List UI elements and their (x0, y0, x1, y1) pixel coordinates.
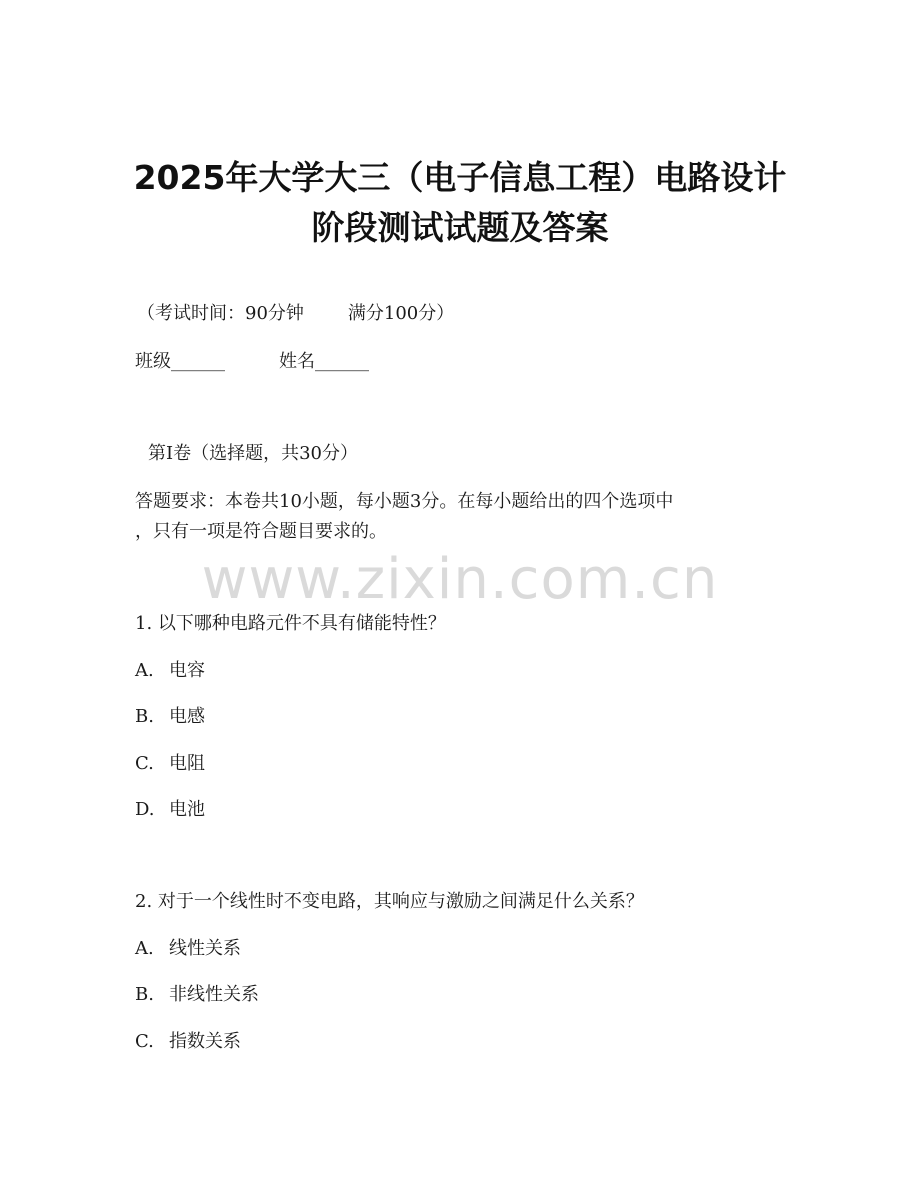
option-letter: C. (135, 753, 154, 774)
question-1-option-a (135, 659, 205, 683)
option-text: 电阻 (169, 753, 205, 774)
option-letter: A. (135, 660, 154, 681)
question-1-stem: 1. 以下哪种电路元件不具有储能特性？ (135, 613, 446, 634)
option-text: 电池 (169, 799, 205, 820)
full-score: 满分100分） (347, 303, 455, 324)
watermark: www.zixin.com.cn (201, 547, 719, 612)
class-field: 班级______ (135, 351, 225, 372)
option-text: 线性关系 (169, 938, 241, 959)
question-2-stem: 2. 对于一个线性时不变电路，其响应与激励之间满足什么关系？ (135, 891, 644, 912)
option-letter: A. (135, 938, 154, 959)
instructions-line1: 答题要求：本卷共10小题，每小题3分。在每小题给出的四个选项中 (135, 491, 674, 512)
option-text: 指数关系 (169, 1031, 241, 1052)
document-title-line1: 2025年大学大三（电子信息工程）电路设计 (133, 158, 787, 197)
question-1-option-c (135, 752, 205, 776)
question-2-option-c (135, 1030, 241, 1054)
option-text: 非线性关系 (169, 984, 259, 1005)
option-letter: B. (135, 984, 154, 1005)
student-info (135, 350, 369, 374)
exam-time: （考试时间：90分钟 (137, 303, 304, 324)
question-1-option-b (135, 705, 205, 729)
option-text: 电容 (169, 660, 205, 681)
option-letter: C. (135, 1031, 154, 1052)
section-heading: 第I卷（选择题，共30分） (148, 443, 359, 464)
option-text: 电感 (169, 706, 205, 727)
instructions-line2: ，只有一项是符合题目要求的。 (135, 521, 387, 542)
question-2-option-b (135, 983, 259, 1007)
question-1-option-d (135, 798, 205, 822)
name-field: 姓名______ (279, 351, 369, 372)
exam-info (137, 302, 454, 326)
document-title-line2: 阶段测试试题及答案 (311, 208, 609, 247)
option-letter: B. (135, 706, 154, 727)
option-letter: D. (135, 799, 155, 820)
question-2-option-a (135, 937, 241, 961)
